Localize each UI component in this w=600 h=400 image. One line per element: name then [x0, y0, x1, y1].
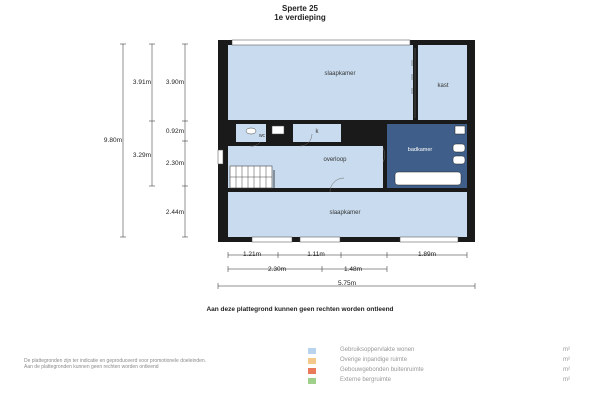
dim-width-1-21: 1.21m	[242, 251, 262, 258]
dim-width-1-89: 1.89m	[417, 251, 437, 258]
legend-label: Externe bergruimte	[340, 377, 392, 383]
note-indication: De plattegronden zijn ter indicatie en geproduceerd voor promotionele doeleinden.	[24, 358, 207, 364]
label-k: k	[315, 129, 319, 135]
floorplan-floor-name: 1e verdieping	[274, 13, 326, 22]
dim-depth-2-30: 2.30m	[165, 160, 184, 167]
legend-unit: m²	[563, 377, 570, 383]
legend-item	[308, 367, 570, 376]
legend-label: Gebouwgebonden buitenruimte	[340, 367, 424, 373]
legend-unit: m²	[563, 347, 570, 353]
floorplan-address: Sperte 25	[281, 4, 319, 13]
dim-depth-2-44: 2.44m	[165, 209, 184, 216]
legend-swatch	[308, 348, 316, 354]
dim-width-2-30: 2.30m	[267, 266, 287, 273]
label-toilet: wc	[258, 133, 266, 139]
dim-total-width: 5.75m	[337, 280, 357, 287]
label-closet: kast	[437, 83, 449, 89]
dim-total-depth: 9.80m	[103, 137, 122, 144]
legend-label: Overige inpandige ruimte	[340, 357, 408, 363]
label-bathroom: badkamer	[407, 147, 433, 153]
dim-width-1-11: 1.11m	[307, 251, 325, 258]
legend-item	[308, 357, 570, 366]
room-bedroom-top	[228, 45, 413, 120]
legend-unit: m²	[563, 367, 570, 373]
label-bedroom-top: slaapkamer	[324, 71, 356, 77]
note-no-rights: Aan de plattegronden kunnen geen rechten worden ontleend	[24, 364, 159, 370]
legend-unit: m²	[563, 357, 570, 363]
dim-depth-3-91: 3.91m	[132, 79, 151, 86]
dim-depth-3-29: 3.29m	[132, 152, 151, 159]
legend-item	[308, 347, 570, 356]
label-bedroom-bottom: slaapkamer	[329, 210, 361, 216]
disclaimer: Aan deze plattegrond kunnen geen rechten worden ontleend	[206, 306, 394, 313]
stairs	[230, 166, 272, 188]
label-landing: overloop	[323, 157, 347, 163]
dim-width-1-48: 1.48m	[343, 266, 363, 273]
legend-label: Gebruiksoppervlakte wonen	[340, 347, 415, 353]
legend-item	[308, 377, 570, 386]
dim-depth-0-92: 0.92m	[165, 128, 184, 135]
dim-depth-3-90: 3.90m	[165, 79, 184, 86]
legend-swatch	[308, 378, 316, 384]
legend-swatch	[308, 358, 316, 364]
legend-swatch	[308, 368, 316, 374]
